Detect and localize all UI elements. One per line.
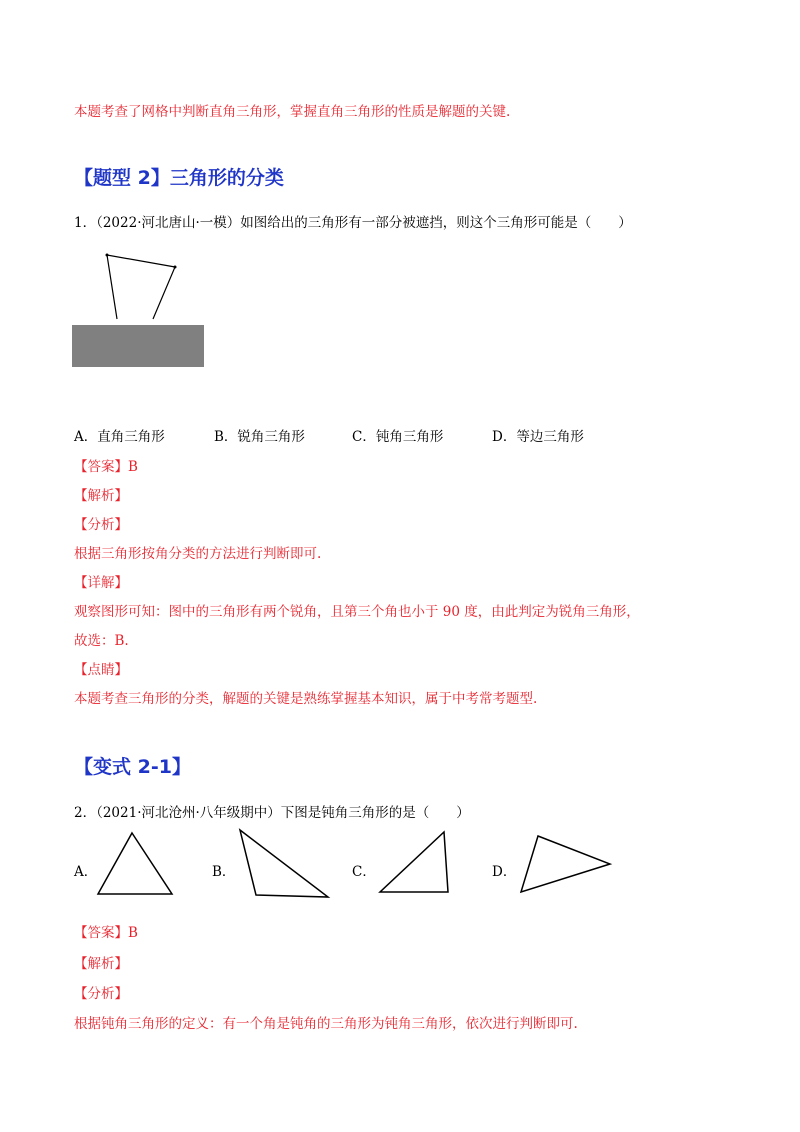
triangle-outline [107,255,175,319]
triangle-d [521,836,610,892]
option-b-label: B． [212,864,236,880]
answer-label: 【答案】B [74,459,138,475]
vertex-dot [174,266,177,269]
fenxi-text-2: 根据钝角三角形的定义：有一个角是钝角的三角形为钝角三角形，依次进行判断即可. [74,1016,578,1032]
option-b: B．锐角三角形 [214,429,305,445]
section2-heading: 【变式 2-1】 [74,756,191,778]
triangle-a-figure [94,828,178,898]
option-c: C．钝角三角形 [352,429,444,445]
question-2: 2．（2021·河北沧州·八年级期中）下图是钝角三角形的是（ ） [74,805,470,821]
option-c-label: C． [352,864,376,880]
fenxi-text: 根据三角形按角分类的方法进行判断即可. [74,546,322,562]
triangle-d-figure [516,832,616,896]
triangle-a [98,833,172,894]
option-d: D．等边三角形 [492,429,584,445]
vertex-dot [106,254,109,257]
fenxi-label: 【分析】 [74,517,128,533]
triangle-b-figure [232,826,332,902]
xiangjie-text-2: 故选：B. [74,633,129,649]
fenxi-label-2: 【分析】 [74,986,128,1002]
section1-heading: 【题型 2】三角形的分类 [74,167,284,189]
answer-label-2: 【答案】B [74,925,138,941]
triangle-c-figure [374,828,454,898]
triangle-b [240,830,328,897]
option-a: A．直角三角形 [74,429,165,445]
occluded-triangle-figure [70,248,210,370]
xiangjie-text-1: 观察图形可知：图中的三角形有两个锐角，且第三个角也小于 90 度，由此判定为锐角三角形， [74,604,640,620]
question-1: 1．（2022·河北唐山·一模）如图给出的三角形有一部分被遮挡，则这个三角形可能是（ ） [74,215,632,231]
option-a-label: A． [74,864,98,880]
jiexi-label-2: 【解析】 [74,956,128,972]
dianjing-text: 本题考查三角形的分类，解题的关键是熟练掌握基本知识，属于中考常考题型. [74,691,538,707]
option-d-label: D． [492,864,517,880]
intro-note: 本题考查了网格中判断直角三角形，掌握直角三角形的性质是解题的关键. [74,104,511,120]
occluder-rect [72,325,204,367]
jiexi-label: 【解析】 [74,488,128,504]
xiangjie-label: 【详解】 [74,575,128,591]
triangle-c [380,832,448,892]
dianjing-label: 【点睛】 [74,662,128,678]
